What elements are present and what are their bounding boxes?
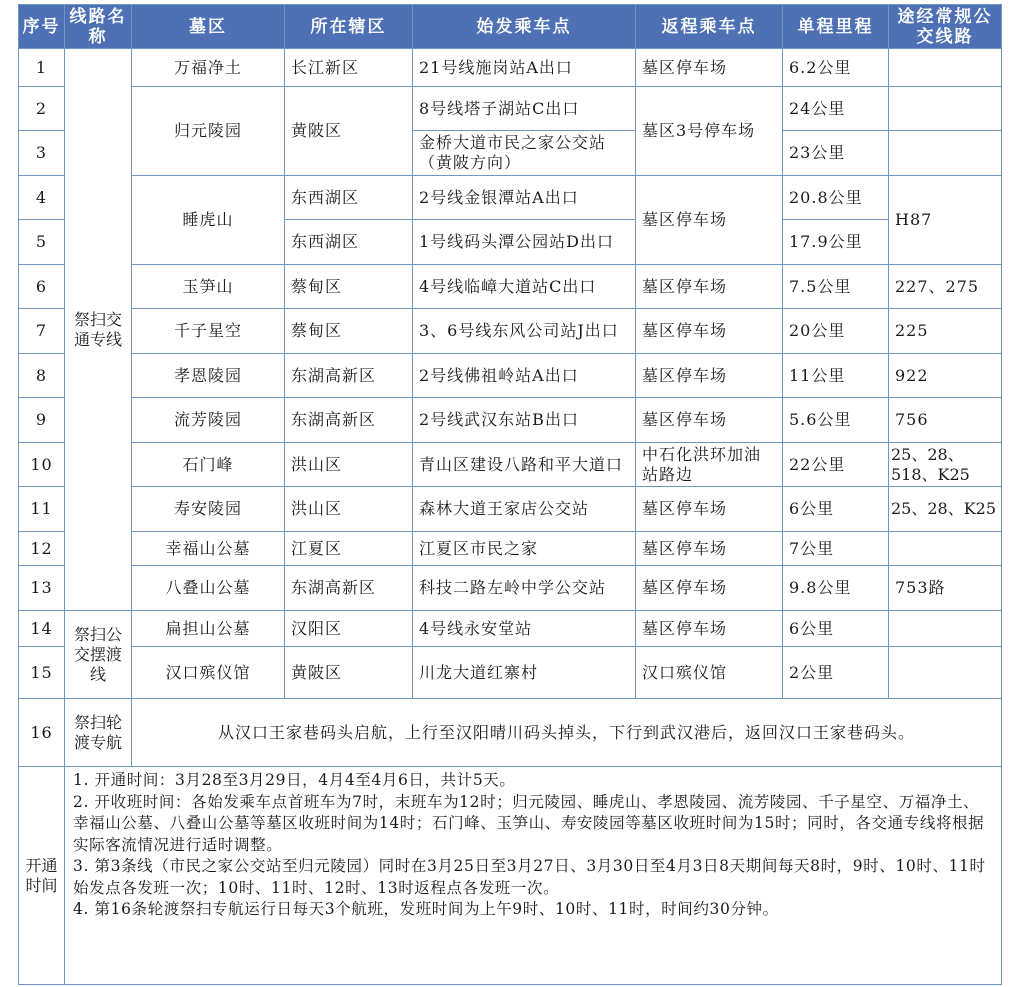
cemetery-cell: 八叠山公墓 <box>132 566 285 611</box>
row-no: 5 <box>19 220 65 265</box>
bus-lines-cell: 753路 <box>889 566 1002 611</box>
bus-lines-cell: 922 <box>889 354 1002 398</box>
start-stop-cell: 科技二路左岭中学公交站 <box>413 566 636 611</box>
cemetery-cell: 寿安陵园 <box>132 487 285 532</box>
distance-cell: 5.6公里 <box>783 398 889 443</box>
distance-cell: 7.5公里 <box>783 265 889 309</box>
return-stop-cell: 墓区停车场 <box>636 611 783 647</box>
district-cell: 东湖高新区 <box>285 398 413 443</box>
row-no: 3 <box>19 131 65 176</box>
header-no: 序号 <box>19 5 65 49</box>
cemetery-cell: 睡虎山 <box>132 176 285 265</box>
cemetery-cell: 流芳陵园 <box>132 398 285 443</box>
return-stop-cell: 墓区停车场 <box>636 354 783 398</box>
cemetery-cell: 归元陵园 <box>132 87 285 176</box>
bus-lines-cell: 25、28、518、K25 <box>889 443 1002 487</box>
bus-lines-cell <box>889 611 1002 647</box>
distance-cell: 6.2公里 <box>783 49 889 87</box>
return-stop-cell: 墓区停车场 <box>636 176 783 265</box>
start-stop-cell: 2号线武汉东站B出口 <box>413 398 636 443</box>
start-stop-cell: 江夏区市民之家 <box>413 532 636 566</box>
return-stop-cell: 墓区停车场 <box>636 487 783 532</box>
start-stop-cell: 8号线塔子湖站C出口 <box>413 87 636 131</box>
distance-cell: 20公里 <box>783 309 889 354</box>
row-no: 15 <box>19 647 65 699</box>
cemetery-cell: 幸福山公墓 <box>132 532 285 566</box>
district-cell: 江夏区 <box>285 532 413 566</box>
bus-lines-cell <box>889 532 1002 566</box>
row-no: 8 <box>19 354 65 398</box>
distance-cell: 24公里 <box>783 87 889 131</box>
distance-cell: 2公里 <box>783 647 889 699</box>
start-stop-cell: 森林大道王家店公交站 <box>413 487 636 532</box>
header-row <box>19 5 1002 49</box>
district-cell: 汉阳区 <box>285 611 413 647</box>
shuttle-schedule-table <box>18 4 1002 985</box>
row-no: 1 <box>19 49 65 87</box>
bus-lines-cell: 227、275 <box>889 265 1002 309</box>
return-stop-cell: 中石化洪环加油站路边 <box>636 443 783 487</box>
row-no: 16 <box>19 699 65 767</box>
table-row <box>19 443 1002 487</box>
start-stop-cell: 2号线佛祖岭站A出口 <box>413 354 636 398</box>
note-item: 3. 第3条线（市民之家公交站至归元陵园）同时在3月25日至3月27日、3月30日至4月3日8天期间每天8时，9时、10时、11时始发点各发班一次；10时、11时、12时、13时返程点各发班一次。 <box>73 857 986 897</box>
bus-lines-cell <box>889 647 1002 699</box>
district-cell: 东湖高新区 <box>285 566 413 611</box>
header-distance: 单程里程 <box>783 5 889 49</box>
note-item: 4. 第16条轮渡祭扫专航运行日每天3个航班，发班时间为上午9时、10时、11时，时间约30分钟。 <box>73 900 779 918</box>
row-no: 12 <box>19 532 65 566</box>
cemetery-cell: 石门峰 <box>132 443 285 487</box>
bus-lines-cell: H87 <box>889 176 1002 265</box>
return-stop-cell: 汉口殡仪馆 <box>636 647 783 699</box>
start-stop-cell: 4号线永安堂站 <box>413 611 636 647</box>
start-stop-cell: 2号线金银潭站A出口 <box>413 176 636 220</box>
bus-lines-cell <box>889 49 1002 87</box>
table-row <box>19 647 1002 699</box>
table-row <box>19 354 1002 398</box>
district-cell: 东西湖区 <box>285 176 413 220</box>
district-cell: 洪山区 <box>285 443 413 487</box>
notes-label: 开通时间 <box>19 767 65 985</box>
district-cell: 东湖高新区 <box>285 354 413 398</box>
table-row <box>19 699 1002 767</box>
distance-cell: 22公里 <box>783 443 889 487</box>
row-no: 10 <box>19 443 65 487</box>
header-bus-lines: 途经常规公交线路 <box>889 5 1002 49</box>
district-cell: 蔡甸区 <box>285 309 413 354</box>
note-item: 1. 开通时间：3月28至3月29日，4月4至4月6日，共计5天。 <box>73 771 516 789</box>
table-row <box>19 87 1002 131</box>
district-cell: 蔡甸区 <box>285 265 413 309</box>
table-row <box>19 566 1002 611</box>
distance-cell: 23公里 <box>783 131 889 176</box>
distance-cell: 7公里 <box>783 532 889 566</box>
row-no: 2 <box>19 87 65 131</box>
return-stop-cell: 墓区停车场 <box>636 309 783 354</box>
district-cell: 长江新区 <box>285 49 413 87</box>
bus-lines-cell <box>889 87 1002 131</box>
start-stop-cell: 21号线施岗站A出口 <box>413 49 636 87</box>
cemetery-cell: 万福净土 <box>132 49 285 87</box>
return-stop-cell: 墓区3号停车场 <box>636 87 783 176</box>
start-stop-cell: 3、6号线东风公司站J出口 <box>413 309 636 354</box>
bus-lines-cell: 25、28、K25 <box>889 487 1002 532</box>
district-cell: 洪山区 <box>285 487 413 532</box>
route-group-ferry-boat: 祭扫轮渡专航 <box>65 699 132 767</box>
distance-cell: 6公里 <box>783 487 889 532</box>
route-group-special: 祭扫交通专线 <box>65 49 132 611</box>
row-no: 4 <box>19 176 65 220</box>
distance-cell: 11公里 <box>783 354 889 398</box>
notes-row <box>19 767 1002 985</box>
table-row <box>19 532 1002 566</box>
header-route-name: 线路名称 <box>65 5 132 49</box>
bus-lines-cell <box>889 131 1002 176</box>
distance-cell: 20.8公里 <box>783 176 889 220</box>
table-row <box>19 487 1002 532</box>
header-start-stop: 始发乘车点 <box>413 5 636 49</box>
row-no: 6 <box>19 265 65 309</box>
start-stop-cell: 4号线临嶂大道站C出口 <box>413 265 636 309</box>
cemetery-cell: 千子星空 <box>132 309 285 354</box>
row-no: 13 <box>19 566 65 611</box>
return-stop-cell: 墓区停车场 <box>636 566 783 611</box>
note-item: 2. 开收班时间：各始发乘车点首班车为7时，末班车为12时；归元陵园、睡虎山、孝恩陵园、流芳陵园、千子星空、万福净土、幸福山公墓、八叠山公墓等墓区收班时间为14时；石门峰、玉笋山、寿安陵园等墓区收班时间为15时；同时，各交通专线将根据实际客流情况进行适时调整。 <box>73 792 985 854</box>
district-cell: 黄陂区 <box>285 647 413 699</box>
distance-cell: 17.9公里 <box>783 220 889 265</box>
ferry-route-description: 从汉口王家巷码头启航，上行至汉阳晴川码头掉头，下行到武汉港后，返回汉口王家巷码头。 <box>132 699 1002 767</box>
return-stop-cell: 墓区停车场 <box>636 49 783 87</box>
district-cell: 东西湖区 <box>285 220 413 265</box>
return-stop-cell: 墓区停车场 <box>636 398 783 443</box>
route-group-ferry-bus: 祭扫公交摆渡线 <box>65 611 132 699</box>
distance-cell: 9.8公里 <box>783 566 889 611</box>
row-no: 14 <box>19 611 65 647</box>
cemetery-cell: 扁担山公墓 <box>132 611 285 647</box>
header-cemetery: 墓区 <box>132 5 285 49</box>
start-stop-cell: 川龙大道红寨村 <box>413 647 636 699</box>
start-stop-cell: 金桥大道市民之家公交站（黄陂方向） <box>413 131 636 176</box>
row-no: 11 <box>19 487 65 532</box>
start-stop-cell: 青山区建设八路和平大道口 <box>413 443 636 487</box>
row-no: 9 <box>19 398 65 443</box>
table-row <box>19 265 1002 309</box>
table-row <box>19 398 1002 443</box>
table-row <box>19 176 1002 220</box>
district-cell: 黄陂区 <box>285 87 413 176</box>
header-district: 所在辖区 <box>285 5 413 49</box>
notes-content <box>65 767 1002 985</box>
row-no: 7 <box>19 309 65 354</box>
bus-lines-cell: 756 <box>889 398 1002 443</box>
start-stop-cell: 1号线码头潭公园站D出口 <box>413 220 636 265</box>
table-row <box>19 309 1002 354</box>
cemetery-cell: 汉口殡仪馆 <box>132 647 285 699</box>
cemetery-cell: 孝恩陵园 <box>132 354 285 398</box>
cemetery-cell: 玉笋山 <box>132 265 285 309</box>
table-row <box>19 49 1002 87</box>
return-stop-cell: 墓区停车场 <box>636 265 783 309</box>
bus-lines-cell: 225 <box>889 309 1002 354</box>
distance-cell: 6公里 <box>783 611 889 647</box>
header-return-stop: 返程乘车点 <box>636 5 783 49</box>
return-stop-cell: 墓区停车场 <box>636 532 783 566</box>
table-row <box>19 611 1002 647</box>
